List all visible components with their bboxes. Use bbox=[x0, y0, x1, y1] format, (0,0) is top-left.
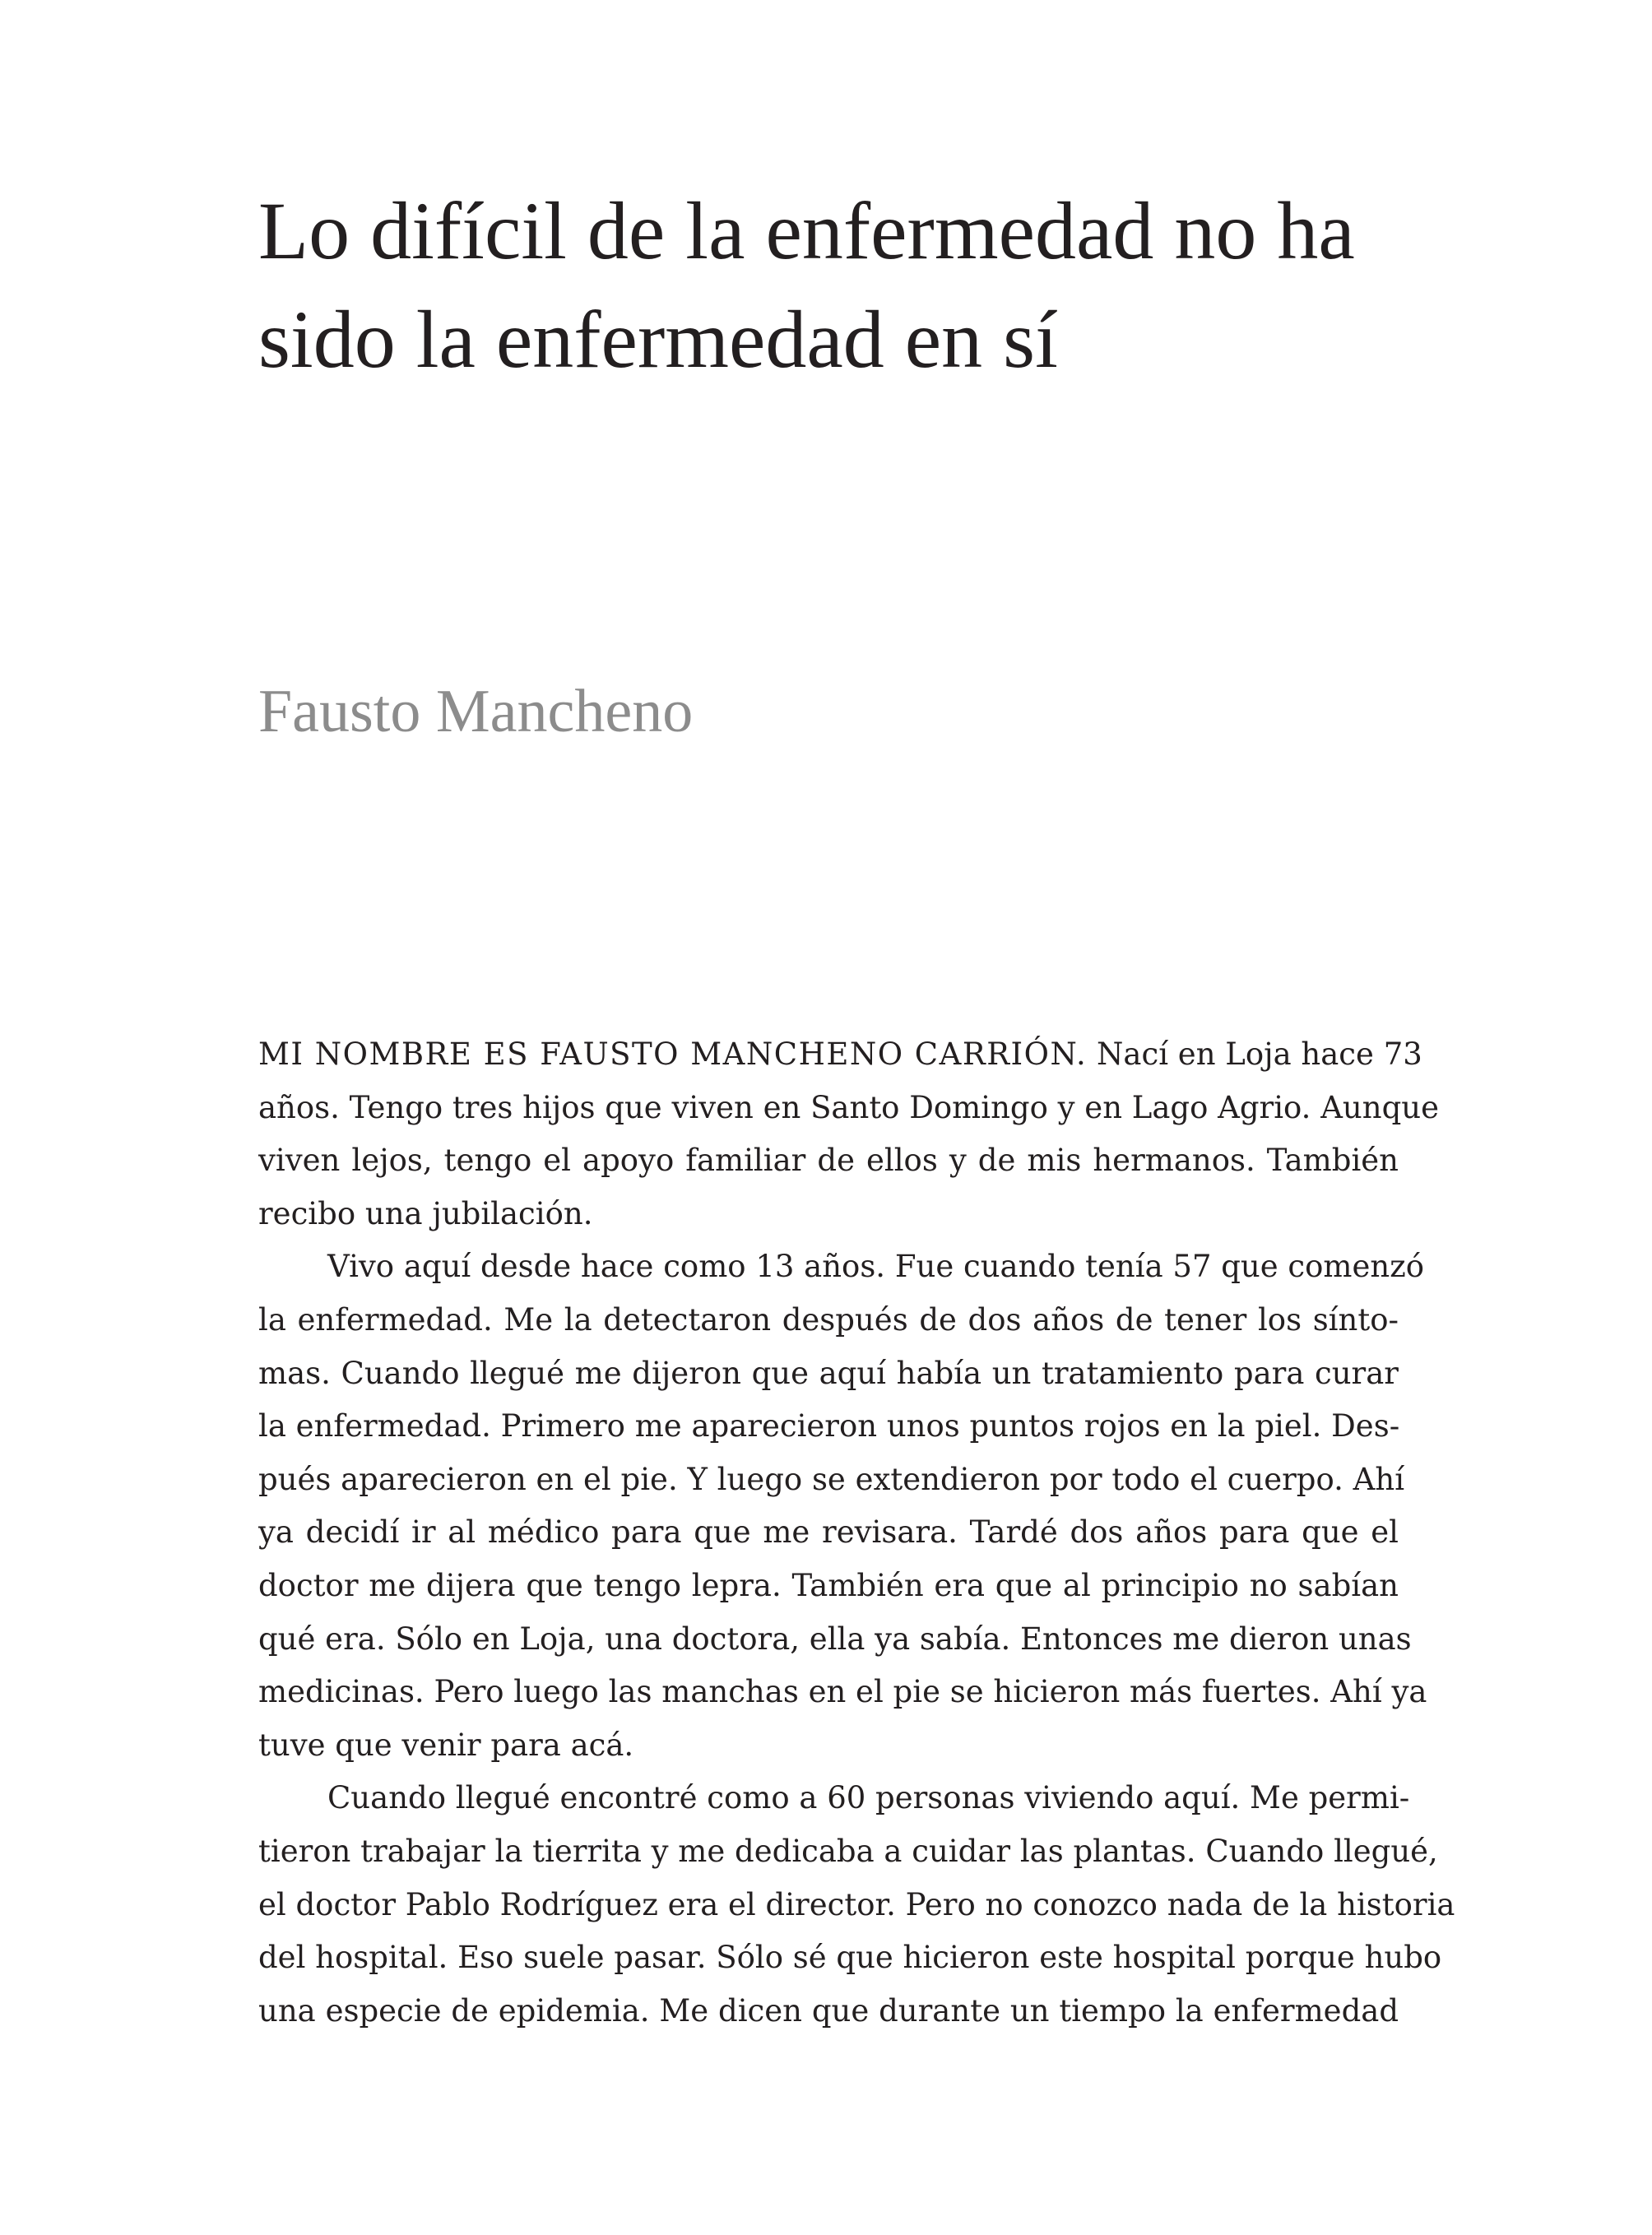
text-line: el doctor Pablo Rodríguez era el director. Pero no conozco nada de la historia bbox=[258, 1886, 1455, 1922]
text-line: años. Tengo tres hijos que viven en Santo Domingo y en Lago Agrio. Aunque bbox=[258, 1089, 1439, 1125]
chapter-title bbox=[258, 177, 1443, 394]
lead-in-smallcaps: MI NOMBRE ES FAUSTO MANCHENO CARRIÓN. bbox=[258, 1036, 1088, 1072]
text-line: Cuando llegué encontré como a 60 personas viviendo aquí. Me permi- bbox=[327, 1780, 1410, 1816]
text-line bbox=[258, 1028, 1422, 1082]
text-line: tuve que venir para acá. bbox=[258, 1727, 634, 1763]
text-line: qué era. Sólo en Loja, una doctora, ella ya sabía. Entonces me dieron unas bbox=[258, 1621, 1412, 1657]
body-text bbox=[258, 1028, 1455, 2038]
text-line: doctor me dijera que tengo lepra. También era que al principio no sabían bbox=[258, 1567, 1399, 1603]
text-line: del hospital. Eso suele pasar. Sólo sé que hicieron este hospital porque hubo bbox=[258, 1940, 1442, 1976]
author-name: Fausto Mancheno bbox=[258, 678, 694, 745]
text-line-content: Nací en Loja hace 73 bbox=[1087, 1036, 1422, 1072]
text-line: mas. Cuando llegué me dijeron que aquí había un tratamiento para curar bbox=[258, 1355, 1399, 1391]
text-line: la enfermedad. Primero me aparecieron unos puntos rojos en la piel. Des- bbox=[258, 1408, 1400, 1444]
chapter-title-line-2: sido la enfermedad en sí bbox=[258, 294, 1058, 385]
text-line: recibo una jubilación. bbox=[258, 1195, 593, 1231]
text-line: ya decidí ir al médico para que me revisara. Tardé dos años para que el bbox=[258, 1514, 1399, 1551]
text-line: tieron trabajar la tierrita y me dedicaba a cuidar las plantas. Cuando llegué, bbox=[258, 1833, 1438, 1869]
text-line: Vivo aquí desde hace como 13 años. Fue cuando tenía 57 que comenzó bbox=[327, 1249, 1424, 1285]
text-line: viven lejos, tengo el apoyo familiar de ellos y de mis hermanos. También bbox=[258, 1143, 1399, 1179]
text-line: la enfermedad. Me la detectaron después de dos años de tener los sínto- bbox=[258, 1301, 1399, 1338]
text-line: medicinas. Pero luego las manchas en el pie se hicieron más fuertes. Ahí ya bbox=[258, 1674, 1427, 1710]
chapter-title-line-1: Lo difícil de la enfermedad no ha bbox=[258, 185, 1355, 276]
text-line: pués aparecieron en el pie. Y luego se extendieron por todo el cuerpo. Ahí bbox=[258, 1461, 1405, 1497]
text-line: una especie de epidemia. Me dicen que durante un tiempo la enfermedad bbox=[258, 1992, 1399, 2029]
